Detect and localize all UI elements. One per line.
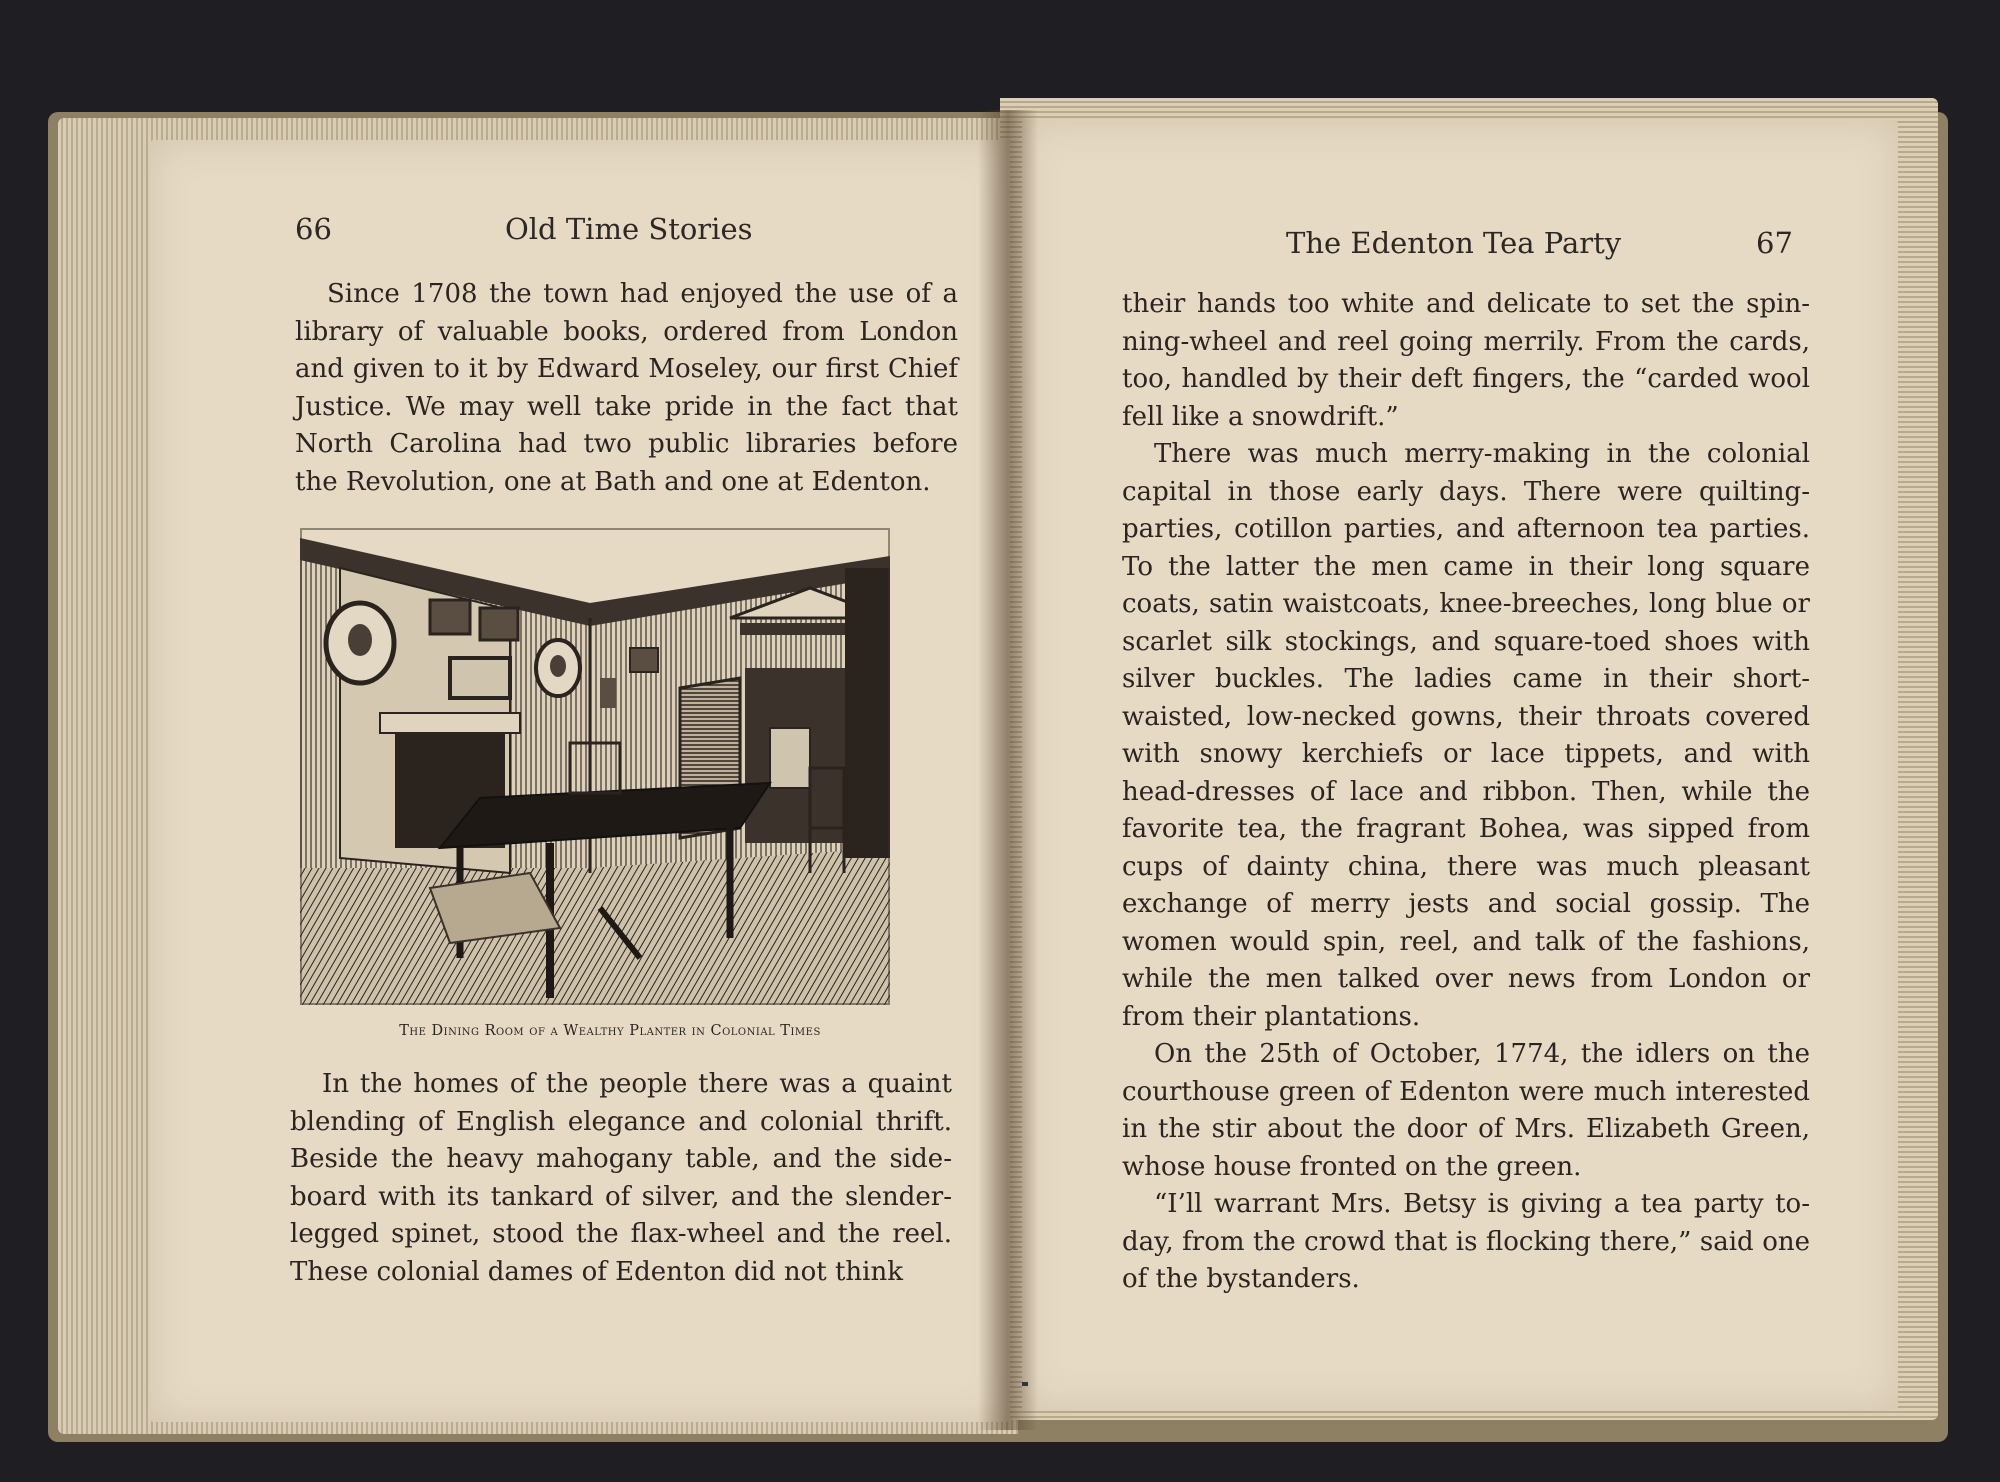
left-running-head: Old Time Stories	[505, 212, 753, 246]
left-page	[150, 140, 1010, 1422]
right-page-number: 67	[1756, 226, 1793, 260]
paragraph: There was much merry-making in the colonial capital in those early days. There were quilting-parties, cotillon parties, and afternoon tea parties. To the latter the men came in their long square coats, satin waistcoats, knee-breeches, long blue or scarlet silk stockings, and square-toed shoes with silver buckles. The ladies came in their short-waisted, low-necked gowns, their throats covered with snowy kerchiefs or lace tippets, and with head-dresses of lace and ribbon. Then, while the favorite tea, the fragrant Bohea, was sipped from cups of dainty china, there was much pleasant exchange of merry jests and social gossip. The women would spin, reel, and talk of the fashions, while the men talked over news from London or from their plantations.	[1122, 439, 1810, 1032]
right-running-head: The Edenton Tea Party	[1286, 226, 1622, 260]
right-text	[1122, 286, 1810, 1299]
dining-room-illustration	[300, 528, 890, 1005]
book-spine-gutter	[978, 110, 1038, 1430]
left-text-top	[295, 276, 958, 501]
paragraph: Since 1708 the town had enjoyed the use of a library of valuable books, ordered from London and given to it by Edward Moseley, our first Chief Justice. We may well take pride in the fact that North Carolina had two public libraries before the Revolution, one at Bath and one at Edenton.	[295, 279, 958, 497]
paragraph: “I’ll warrant Mrs. Betsy is giving a tea party to-day, from the crowd that is flocking there,” said one of the bystanders.	[1122, 1189, 1810, 1294]
paragraph: their hands too white and delicate to set the spinning-wheel and reel going merrily. From the cards, too, handled by their deft fingers, the “carded wool fell like a snowdrift.”	[1122, 289, 1810, 432]
left-text-bottom	[290, 1066, 952, 1291]
page-speck	[1022, 1382, 1028, 1386]
paragraph: In the homes of the people there was a quaint blending of English elegance and colonial thrift. Beside the heavy mahogany table, and the sideboard with its tankard of silver, and the slenderlegged spinet, stood the flax-wheel and the reel. These colonial dames of Edenton did not think	[290, 1069, 952, 1287]
left-page-number: 66	[295, 212, 332, 246]
paragraph: On the 25th of October, 1774, the idlers on the courthouse green of Edenton were much interested in the stir about the door of Mrs. Elizabeth Green, whose house fronted on the green.	[1122, 1039, 1810, 1182]
illustration-caption: The Dining Room of a Wealthy Planter in Colonial Times	[399, 1023, 821, 1039]
right-page	[1022, 120, 1898, 1410]
